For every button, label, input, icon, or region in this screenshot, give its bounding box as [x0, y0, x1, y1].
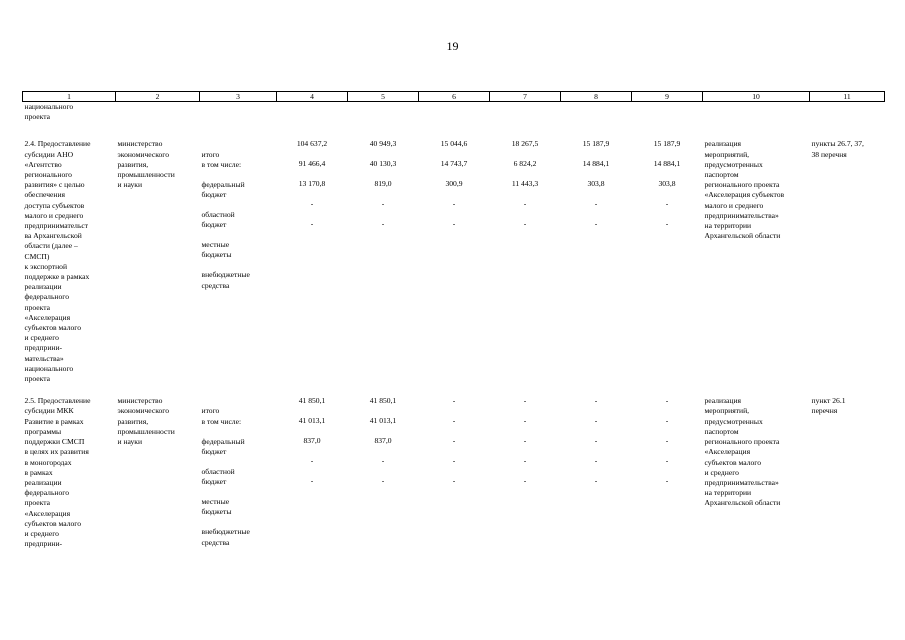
- source-label: внебюджетные средства: [201, 527, 250, 547]
- value-cell: -: [594, 199, 598, 209]
- value-cell: -: [523, 416, 527, 426]
- value-cell: -: [523, 219, 527, 229]
- value-cell: -: [523, 199, 527, 209]
- value-cell: -: [665, 199, 669, 209]
- value-cell: 15 187,9: [653, 139, 681, 149]
- source-label: федеральный бюджет: [201, 436, 245, 456]
- value-cell: 40 949,3: [369, 139, 397, 149]
- value-cell: -: [310, 219, 314, 229]
- value-cell: -: [381, 476, 385, 486]
- column-header: 5: [348, 92, 419, 102]
- executor: министерство экономического развития, промышленности и науки: [117, 139, 175, 190]
- value-cell: -: [665, 456, 669, 466]
- measure-name: 2.4. Предоставление субсидии АНО «Агентство регионального развития» с целью обеспечения доступа субъектов малого и среднего предпринимательст ва Архангельской области (далее – СМСП) к экспортной поддержке в рамках реализации федерального проекта «Акселерация субъектов малого и среднего предприни- мательства» национального проекта: [24, 139, 91, 384]
- value-cell: 104 637,2: [296, 139, 328, 149]
- continued-text: национального проекта: [24, 102, 74, 122]
- value-cell: 837,0: [374, 436, 392, 446]
- value-cell: 41 850,1: [298, 396, 326, 406]
- value-cell: -: [452, 436, 456, 446]
- program-table: [22, 91, 885, 558]
- indicator-link: пункт 26.1 перечня: [811, 396, 846, 416]
- value-column: [561, 139, 632, 384]
- column-header: 10: [703, 92, 810, 102]
- table-row: [23, 396, 885, 557]
- value-cell: 14 884,1: [582, 159, 610, 169]
- value-cell: -: [381, 199, 385, 209]
- table-row: [23, 139, 885, 384]
- continued-row: [23, 102, 885, 123]
- value-cell: 91 466,4: [298, 159, 326, 169]
- value-cell: 18 267,5: [511, 139, 539, 149]
- page-number: 19: [446, 39, 459, 53]
- executor: министерство экономического развития, промышленности и науки: [117, 396, 175, 447]
- value-cell: 41 013,1: [369, 416, 397, 426]
- value-cell: -: [452, 416, 456, 426]
- value-cell: -: [523, 436, 527, 446]
- source-label: местные бюджеты: [201, 497, 232, 517]
- value-cell: 837,0: [303, 436, 321, 446]
- value-column: [348, 396, 419, 557]
- expected-result: реализация мероприятий, предусмотренных паспортом регионального проекта «Акселерация субъектов малого и среднего предпринимательства» на территории Архангельской области: [704, 396, 781, 508]
- value-column: [490, 139, 561, 384]
- value-cell: -: [594, 416, 598, 426]
- value-cell: -: [310, 199, 314, 209]
- value-cell: -: [665, 219, 669, 229]
- column-header: 6: [419, 92, 490, 102]
- source-label: областной бюджет: [201, 466, 235, 487]
- value-column: [419, 139, 490, 384]
- value-cell: -: [523, 456, 527, 466]
- measure-name: 2.5. Предоставление субсидии МКК Развитие в рамках программы поддержки СМСП в целях их развития в моногородах в рамках реализации федерального проекта «Акселерация субъектов малого и среднего предприни-: [24, 396, 91, 549]
- column-header: 1: [23, 92, 116, 102]
- value-column: [348, 139, 419, 384]
- value-column: [632, 139, 703, 384]
- column-number-row: [23, 92, 885, 102]
- value-cell: 15 187,9: [582, 139, 610, 149]
- column-header: 2: [116, 92, 200, 102]
- value-cell: 303,8: [658, 179, 676, 189]
- value-cell: -: [310, 456, 314, 466]
- value-cell: -: [665, 416, 669, 426]
- value-cell: -: [381, 456, 385, 466]
- value-cell: -: [594, 396, 598, 406]
- value-cell: -: [665, 436, 669, 446]
- value-cell: -: [594, 219, 598, 229]
- value-column: [419, 396, 490, 557]
- source-label: итого в том числе:: [201, 406, 242, 426]
- source-label: местные бюджеты: [201, 240, 232, 260]
- value-column: [277, 396, 348, 557]
- source-label: внебюджетные средства: [201, 270, 250, 290]
- value-cell: 6 824,2: [513, 159, 537, 169]
- value-cell: -: [381, 219, 385, 229]
- expected-result: реализация мероприятий, предусмотренных паспортом регионального проекта «Акселерация субъектов малого и среднего предпринимательства» на территории Архангельской области: [704, 139, 785, 241]
- value-cell: 13 170,8: [298, 179, 326, 189]
- value-cell: -: [523, 396, 527, 406]
- value-cell: -: [523, 476, 527, 486]
- source-label: федеральный бюджет: [201, 179, 245, 200]
- column-header: 3: [200, 92, 277, 102]
- column-header: 4: [277, 92, 348, 102]
- value-cell: 14 743,7: [440, 159, 468, 169]
- value-cell: -: [452, 456, 456, 466]
- value-cell: 40 130,3: [369, 159, 397, 169]
- value-column: [561, 396, 632, 557]
- value-cell: -: [594, 456, 598, 466]
- value-cell: -: [452, 396, 456, 406]
- value-cell: -: [310, 476, 314, 486]
- value-cell: -: [594, 436, 598, 446]
- value-cell: -: [594, 476, 598, 486]
- column-header: 7: [490, 92, 561, 102]
- source-label: итого в том числе:: [201, 149, 242, 169]
- value-cell: 11 443,3: [511, 179, 539, 189]
- value-cell: -: [452, 199, 456, 209]
- value-cell: 15 044,6: [440, 139, 468, 149]
- column-header: 8: [561, 92, 632, 102]
- value-cell: -: [452, 476, 456, 486]
- column-header: 9: [632, 92, 703, 102]
- value-cell: -: [665, 396, 669, 406]
- value-column: [490, 396, 561, 557]
- source-label: областной бюджет: [201, 210, 235, 230]
- indicator-link: пункты 26.7, 37, 38 перечня: [811, 139, 864, 159]
- value-cell: 41 850,1: [369, 396, 397, 406]
- funding-sources: [200, 396, 277, 557]
- value-cell: 14 884,1: [653, 159, 681, 169]
- column-header: 11: [810, 92, 885, 102]
- value-cell: 300,9: [445, 179, 463, 189]
- funding-sources: [200, 139, 277, 384]
- value-cell: 303,8: [587, 179, 605, 189]
- value-cell: -: [665, 476, 669, 486]
- value-cell: -: [452, 219, 456, 229]
- value-cell: 41 013,1: [298, 416, 326, 426]
- value-cell: 819,0: [374, 179, 392, 189]
- value-column: [632, 396, 703, 557]
- value-column: [277, 139, 348, 384]
